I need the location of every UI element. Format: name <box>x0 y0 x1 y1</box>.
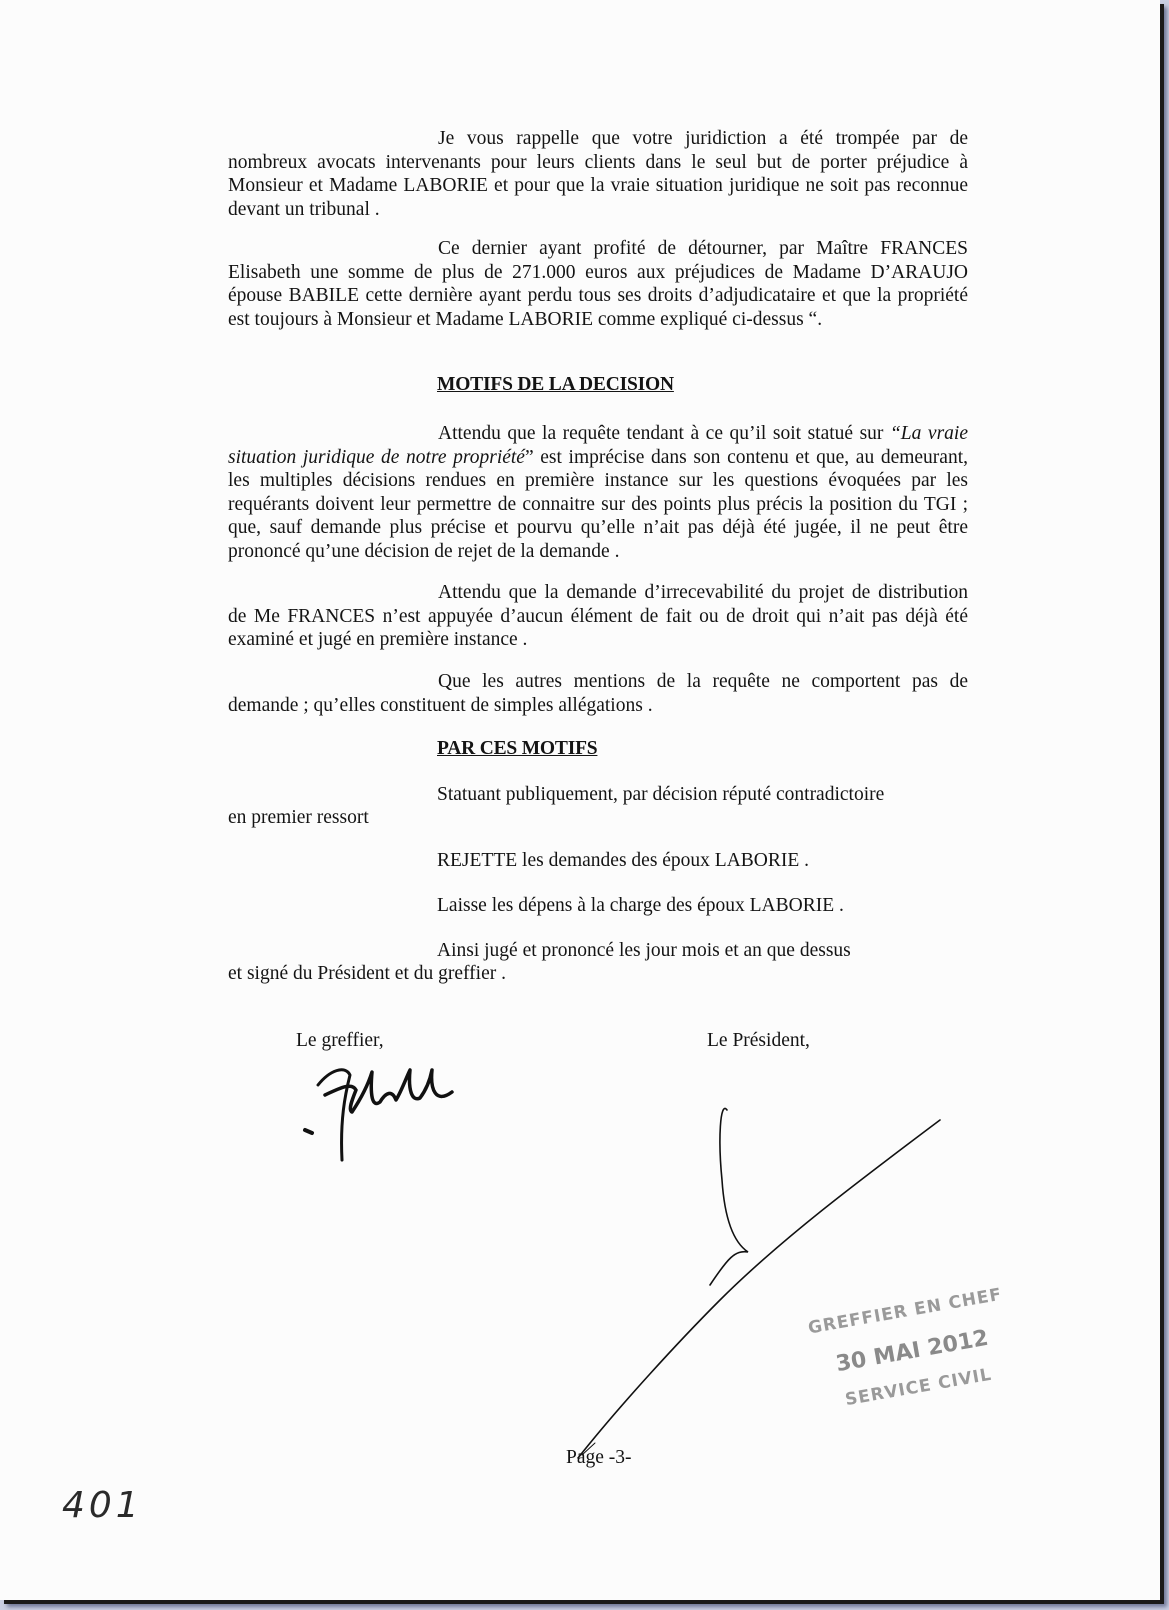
attendu-1-quote: “La vraie situation juridique de notre propriété <box>228 423 968 468</box>
rejette-line: REJETTE les demandes des époux LABORIE . <box>437 850 810 871</box>
stamp-line-3: SERVICE CIVIL <box>843 1364 994 1411</box>
attendu-1-start: Attendu que la requête tendant à ce qu’il soit statué sur <box>438 423 890 444</box>
motifs-heading: MOTIFS DE LA DECISION <box>437 374 674 395</box>
greffier-label: Le greffier, <box>296 1030 384 1051</box>
president-signature <box>578 1108 940 1458</box>
court-stamp <box>800 1284 1024 1416</box>
page-number: Page -3- <box>566 1447 632 1468</box>
stamp-date: 30 MAI 2012 <box>834 1325 991 1378</box>
president-label: Le Président, <box>707 1030 810 1051</box>
handwritten-page-number: 401 <box>62 1485 143 1526</box>
paragraph-attendu-1 <box>228 422 968 563</box>
paragraph-autres-mentions: Que les autres mentions de la requête ne comportent pas de demande ; qu’elles constituent de simples allégations . <box>228 671 968 716</box>
paragraph-rappel: Je vous rappelle que votre juridiction a été trompée par de nombreux avocats intervenants pour leurs clients dans le seul but de porter préjudice à Monsieur et Madame LABORIE et pour que la vraie situation juridique ne soit pas reconnue devant un tribunal . <box>228 128 968 220</box>
depens-line: Laisse les dépens à la charge des époux LABORIE . <box>437 895 844 916</box>
dispositif-heading: PAR CES MOTIFS <box>437 738 598 759</box>
ainsi-line-2: et signé du Président et du greffier . <box>228 963 506 984</box>
greffier-signature <box>305 1070 452 1160</box>
paragraph-detournement: Ce dernier ayant profité de détourner, par Maître FRANCES Elisabeth une somme de plus de 271.000 euros aux préjudices de Madame D’ARAUJO épouse BABILE cette dernière ayant perdu tous ses droits d’adjudicataire et que la propriété est toujours à Monsieur et Madame LABORIE comme expliqué ci-dessus “. <box>228 238 968 330</box>
attendu-1-end: ” est imprécise dans son contenu et que, au demeurant, les multiples décisions rendues en première instance sur les questions évoquées par les requérants doivent leur permettre de connaitre sur des points plus précis la position du TGI ; que, sauf demande plus précise et pourvu qu’elle n’ait pas déjà été jugée, il ne peut être prononcé qu’une décision de rejet de la demande . <box>228 446 968 562</box>
stamp-line-1: GREFFIER EN CHEF <box>806 1284 1004 1339</box>
ainsi-line-1: Ainsi jugé et prononcé les jour mois et an que dessus <box>437 940 851 961</box>
paragraph-attendu-2: Attendu que la demande d’irrecevabilité du projet de distribution de Me FRANCES n’est appuyée d’aucun élément de fait ou de droit qui n’ait pas déjà été examiné et jugé en première instance . <box>228 582 968 650</box>
ressort-line: en premier ressort <box>228 807 369 828</box>
statuant-line: Statuant publiquement, par décision réputé contradictoire <box>437 784 885 805</box>
